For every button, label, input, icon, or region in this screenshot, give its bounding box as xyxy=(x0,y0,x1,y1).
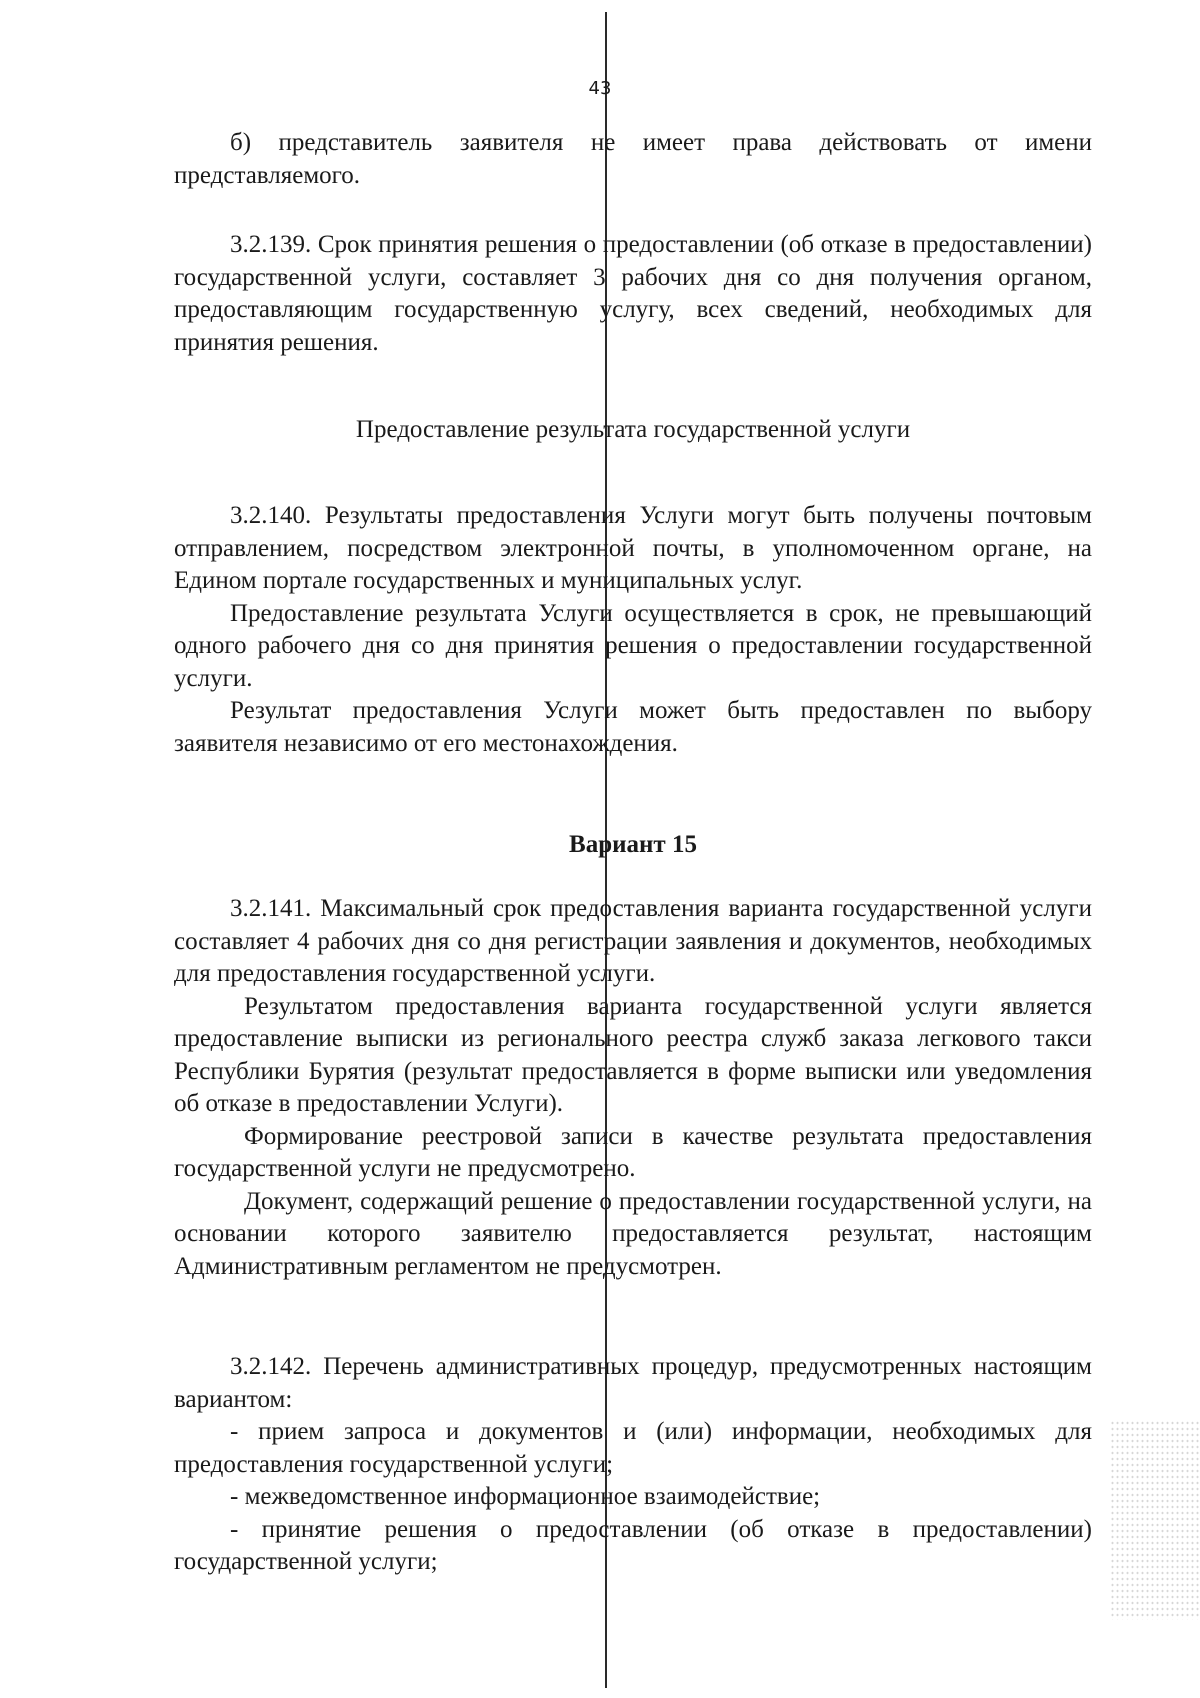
page-number: 43 xyxy=(588,78,612,99)
list-item: - принятие решения о предоставлении (об отказе в предоставлении) государственной услуги; xyxy=(174,1515,1092,1575)
paragraph-decision-document: Документ, содержащий решение о предоставлении государственной услуги, на основании которого заявителю предоставляется результат, настоящим Административным регламентом не предусмотрен. xyxy=(174,1187,1092,1280)
paragraph-registry-record: Формирование реестровой записи в качестве результата предоставления государственной услуги не предусмотрено. xyxy=(174,1122,1092,1182)
paragraph-result-term: Предоставление результата Услуги осуществляется в срок, не превышающий одного рабочего дня со дня принятия решения о предоставлении государственной услуги. xyxy=(174,599,1092,692)
variant-heading: Вариант 15 xyxy=(569,831,697,858)
paragraph-result-statement: Результатом предоставления варианта государственной услуги является предоставление выписки из регионального реестра служб заказа легкового такси Республики Бурятия (результат предоставляется в форме выписки или уведомления об отказе в предоставлении Услуги). xyxy=(174,992,1092,1117)
list-item: - прием запроса и документов и (или) информации, необходимых для предоставления государственной услуги; xyxy=(174,1418,1092,1478)
paragraph-3-2-140: 3.2.140. Результаты предоставления Услуги могут быть получены почтовым отправлением, посредством электронной почты, в уполномоченном органе, на Едином портале государственных и муниципальных услуг. Предоставление результата Услуги осуществляется в срок, не превышающий одного рабочего дня со дня принятия решения о предоставлении государственной услуги. Результат предоставления Услуги может быть предоставлен по выбору заявителя независимо от его местонахождения. xyxy=(174,500,1092,760)
paragraph-3-2-139: 3.2.139. Срок принятия решения о предоставлении (об отказе в предоставлении) государственной услуги, составляет 3 рабочих дня со дня получения органом, предоставляющим государственную услугу, всех сведений, необходимых для принятия решения. xyxy=(174,231,1092,356)
scan-noise xyxy=(1110,1420,1200,1620)
paragraph-3-2-142: 3.2.142. Перечень административных процедур, предусмотренных настоящим вариантом: - прием запроса и документов и (или) информации, необходимых для предоставления государственной услуги; - межведомственное информационное взаимодействие; - принятие решения о предоставлении (об отказе в предоставлении) государственной услуги; xyxy=(174,1351,1092,1579)
paragraph-3-2-141: 3.2.141. Максимальный срок предоставления варианта государственной услуги составляет 4 рабочих дня со дня регистрации заявления и документов, необходимых для предоставления государственной услуги. Результатом предоставления варианта государственной услуги является предоставление выписки из регионального реестра служб заказа легкового такси Республики Бурятия (результат предоставляется в форме выписки или уведомления об отказе в предоставлении Услуги). Формирование реестровой записи в качестве результата предоставления государственной услуги не предусмотрено. Документ, содержащий решение о предоставлении государственной услуги, на основании которого заявителю предоставляется результат, настоящим Административным регламентом не предусмотрен. xyxy=(174,893,1092,1283)
paragraph-result-choice: Результат предоставления Услуги может быть предоставлен по выбору заявителя независимо от его местонахождения. xyxy=(174,697,1092,757)
list-item: - межведомственное информационное взаимодействие; xyxy=(230,1483,821,1510)
paragraph-b: б) представитель заявителя не имеет права действовать от имени представляемого. xyxy=(174,129,1092,189)
section-heading: Предоставление результата государственной услуги xyxy=(355,416,911,443)
